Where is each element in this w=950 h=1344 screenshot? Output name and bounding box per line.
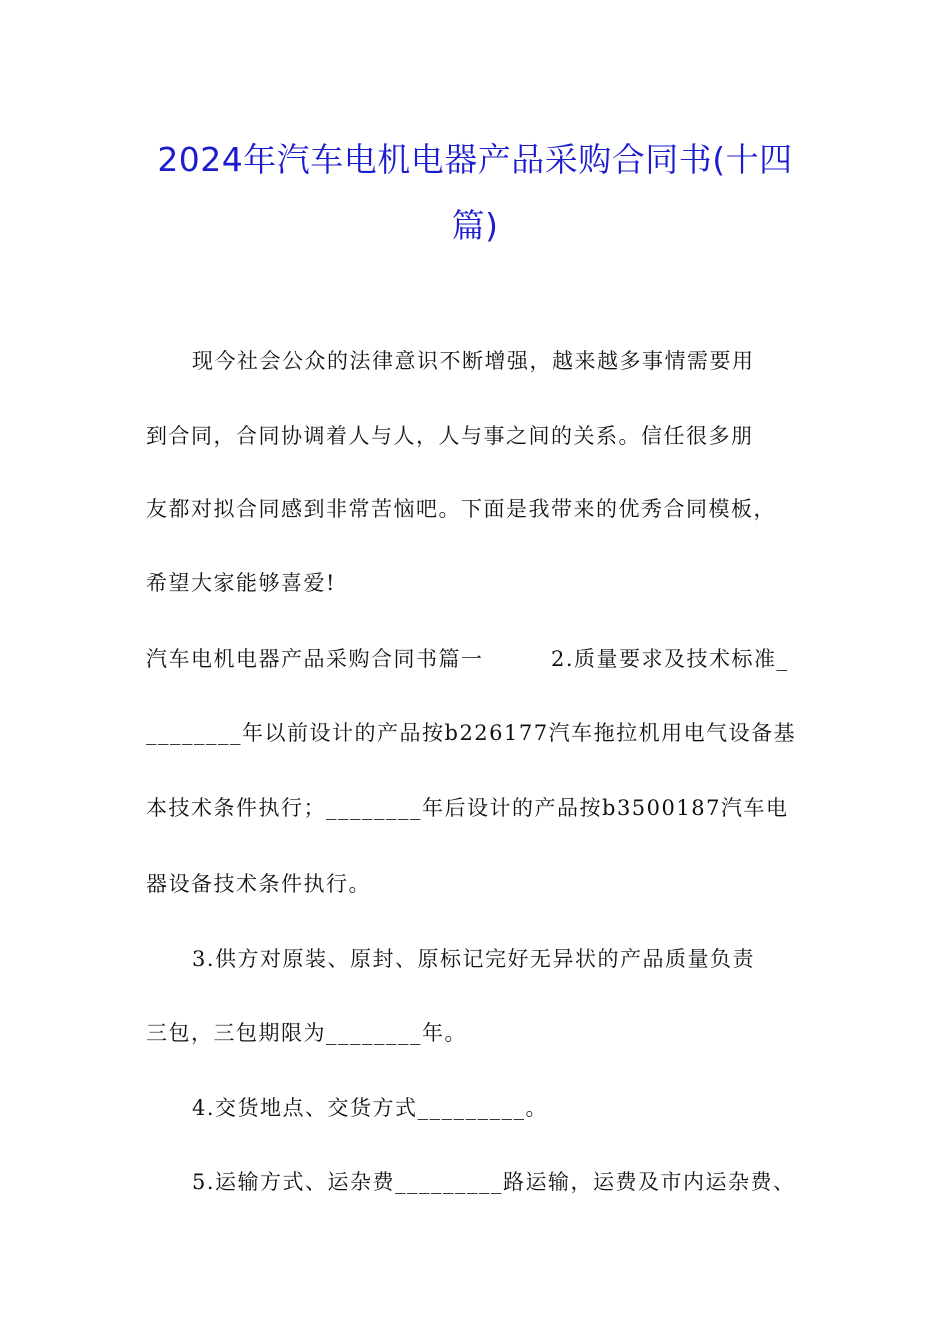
paragraph-line: 友都对拟合同感到非常苦恼吧。下面是我带来的优秀合同模板， <box>146 497 776 521</box>
paragraph-line: 现今社会公众的法律意识不断增强，越来越多事情需要用 <box>192 349 755 373</box>
paragraph-line: 希望大家能够喜爱! <box>146 571 336 595</box>
paragraph-line: 本技术条件执行；________年后设计的产品按b3500187汽车电 <box>146 796 789 820</box>
document-title-line-2: 篇) <box>451 206 499 245</box>
section-heading-line: 汽车电机电器产品采购合同书篇一 2.质量要求及技术标准_ <box>146 647 789 671</box>
paragraph-line: 3.供方对原装、原封、原标记完好无异状的产品质量负责 <box>192 947 756 971</box>
document-title-line-1: 2024年汽车电机电器产品采购合同书(十四 <box>157 140 793 179</box>
paragraph-line: 器设备技术条件执行。 <box>146 872 371 896</box>
paragraph-line: 4.交货地点、交货方式_________。 <box>192 1096 549 1120</box>
paragraph-line: 三包，三包期限为________年。 <box>146 1021 467 1045</box>
paragraph-line: 到合同，合同协调着人与人，人与事之间的关系。信任很多朋 <box>146 424 754 448</box>
paragraph-line: ________年以前设计的产品按b226177汽车拖拉机用电气设备基 <box>146 721 797 745</box>
paragraph-line: 5.运输方式、运杂费_________路运输，运费及市内运杂费、 <box>192 1170 796 1194</box>
